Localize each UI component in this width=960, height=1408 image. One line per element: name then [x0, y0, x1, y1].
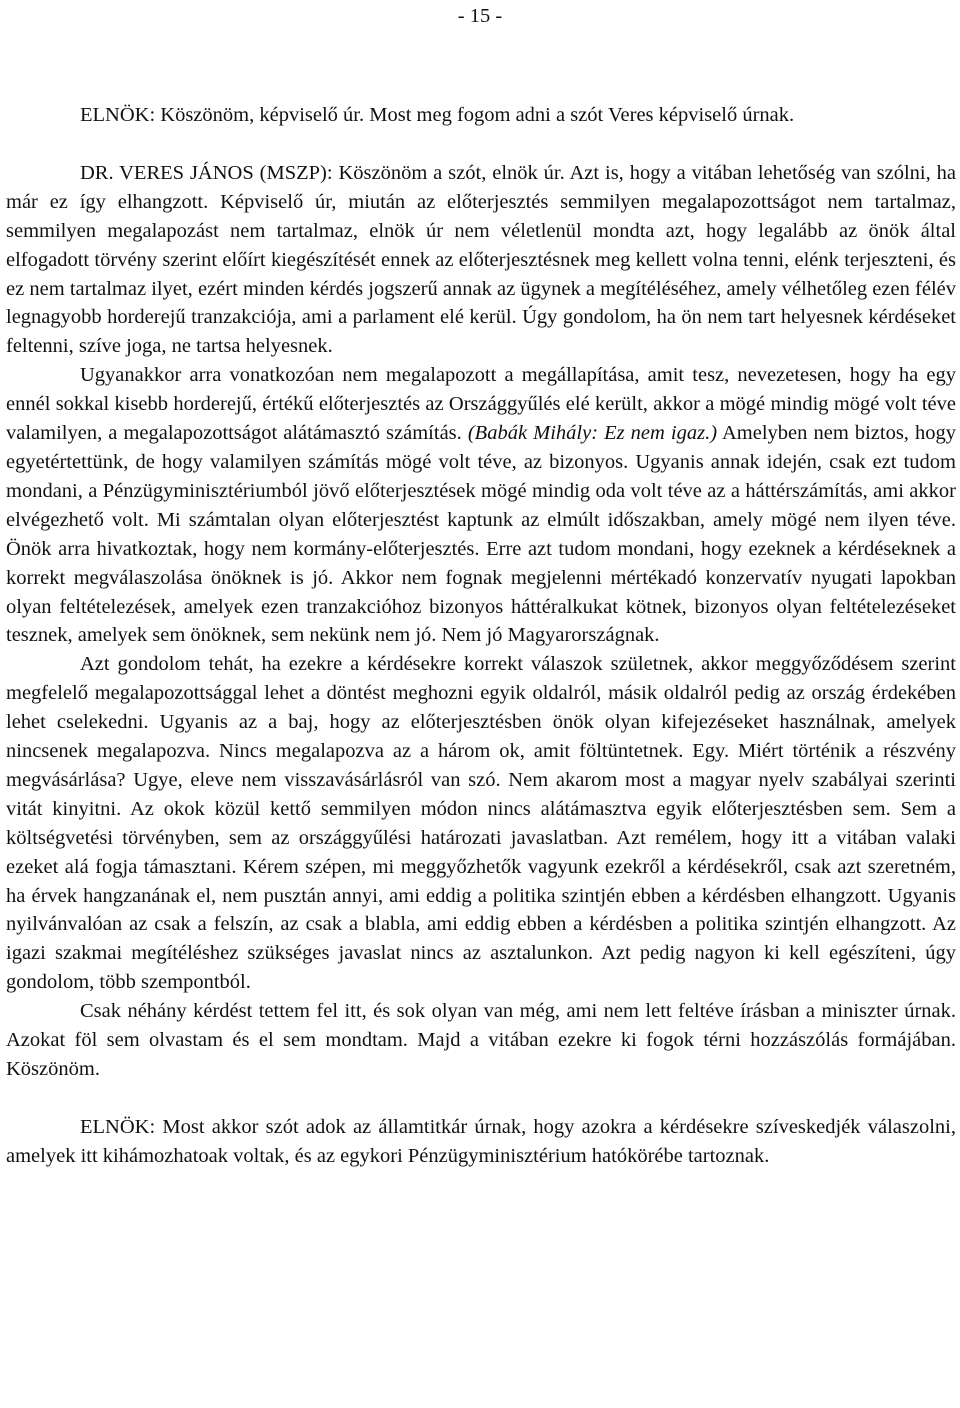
paragraph-text-before: Ugyanakkor arra vonatkozóan nem megalapozott a megállapítása, amit tesz, nevezetesen, hogy ha egy ennél sokkal kisebb horderejű, értékű előterjesztés az Országgyűlés elé került, akkor a mögé mindig mögé volt téve valamilyen, a megalapozottságot alátámasztó számítás.: [6, 364, 956, 445]
paragraph-chair-handover: ELNÖK: Most akkor szót adok az államtitkár úrnak, hogy azokra a kérdésekre szíveskedjék válaszolni, amelyek itt kihámozhatoak voltak, és az egykori Pénzügyminisztérium hatókörébe tartoznak.: [6, 1115, 956, 1167]
paragraph-veres-opening: DR. VERES JÁNOS (MSZP): Köszönöm a szót, elnök úr. Azt is, hogy a vitában lehetőség van szólni, ha már ez így elhangzott. Képviselő úr, miután az előterjesztés semmilyen megalapozottságot nem tartalmaz, semmilyen megalapozást nem tartalmaz, elnök úr nem véletlenül mondta azt, hogy legalább az önök által elfogadott törvény szerint előírt kiegészítését ennek az előterjesztésnek meg kellett volna tenni, elénk terjeszteni, és ez nem tartalmaz ilyet, ezért minden kérdés jogszerű annak az ügynek a megítéléséhez, amely vélhetőleg ezen félév legnagyobb horderejű tranzakciója, ami a parlament elé kerül. Úgy gondolom, ha ön nem tart helyesnek kérdéseket feltenni, szíve joga, ne tartsa helyesnek.: [6, 161, 956, 358]
document-body: [6, 101, 956, 1171]
paragraph-chair-intro: ELNÖK: Köszönöm, képviselő úr. Most meg fogom adni a szót Veres képviselő úrnak.: [80, 104, 795, 126]
paragraph-veres-calculation: [6, 361, 956, 650]
paragraph-veres-reasons: Azt gondolom tehát, ha ezekre a kérdésekre korrekt válaszok születnek, akkor meggyőződésem szerint megfelelő megalapozottsággal lehet a döntést meghozni egyik oldalról, másik oldalról pedig az ország érdekében lehet cselekedni. Ugyanis az a baj, hogy az előterjesztésben önök olyan kifejezéseket használnak, amelyek nincsenek megalapozva. Nincs megalapozva az a három ok, amit föltüntetnek. Egy. Miért történik a részvény megvásárlása? Ugye, eleve nem visszavásárlásról van szó. Nem akarom most a magyar nyelv szabályai szerinti vitát kinyitni. Az okok közül kettő semmilyen módon nincs alátámasztva egyik előterjesztésben sem. Sem a költségvetési törvényben, sem az országgyűlési határozati javaslatban. Azt remélem, hogy itt a vitában valaki ezeket alá fogja támasztani. Kérem szépen, mi meggyőzhetők vagyunk ezekről a kérdésekről, csak azt szeretném, ha érvek hangzanának el, nem pusztán annyi, ami eddig a politika szintjén ebben a kérdésben elhangzott. Ugyanis nyilvánvalóan az csak a felszín, az csak a blabla, ami eddig ebben a kérdésben a politika szintjén elhangzott. Az igazi szakmai megítéléshez szükséges javaslat nincs az asztalunkon. Azt pedig nagyon ki kell egészíteni, úgy gondolom, több szempontból.: [6, 653, 956, 994]
paragraph-veres-closing: Csak néhány kérdést tettem fel itt, és sok olyan van még, ami nem lett feltéve írásban a miniszter úrnak. Azokat föl sem olvastam és el sem mondtam. Majd a vitában ezekre ki fogok térni hozzászólás formájában. Köszönöm.: [6, 1000, 956, 1080]
paragraph-text-after: Amelyben nem biztos, hogy egyetértettünk, de hogy valamilyen számítás mögé volt téve, az bizonyos. Ugyanis annak idején, csak ezt tudom mondani, a Pénzügyminisztériumból jövő előterjesztések mögé mindig oda volt téve az a háttérszámítás, ami akkor elvégezhető volt. Mi számtalan olyan előterjesztést kaptunk az elmúlt időszakban, amely mögé nem ilyen téve. Önök arra hivatkoztak, hogy nem kormány-előterjesztés. Erre azt tudom mondani, hogy ezeknek a kérdéseknek a korrekt megválaszolása önöknek is jó. Akkor nem fognak megjelenni mértékadó konzervatív nyugati lapokban olyan feltételezések, amelyek ezen tranzakcióhoz bizonyos háttéralkukat kötnek, bizonyos olyan feltételezéseket tesznek, amelyek sem önöknek, sem nekünk nem jó. Nem jó Magyarországnak.: [6, 422, 957, 647]
interjection: (Babák Mihály: Ez nem igaz.): [467, 422, 718, 445]
page-number: - 15 -: [457, 5, 503, 27]
